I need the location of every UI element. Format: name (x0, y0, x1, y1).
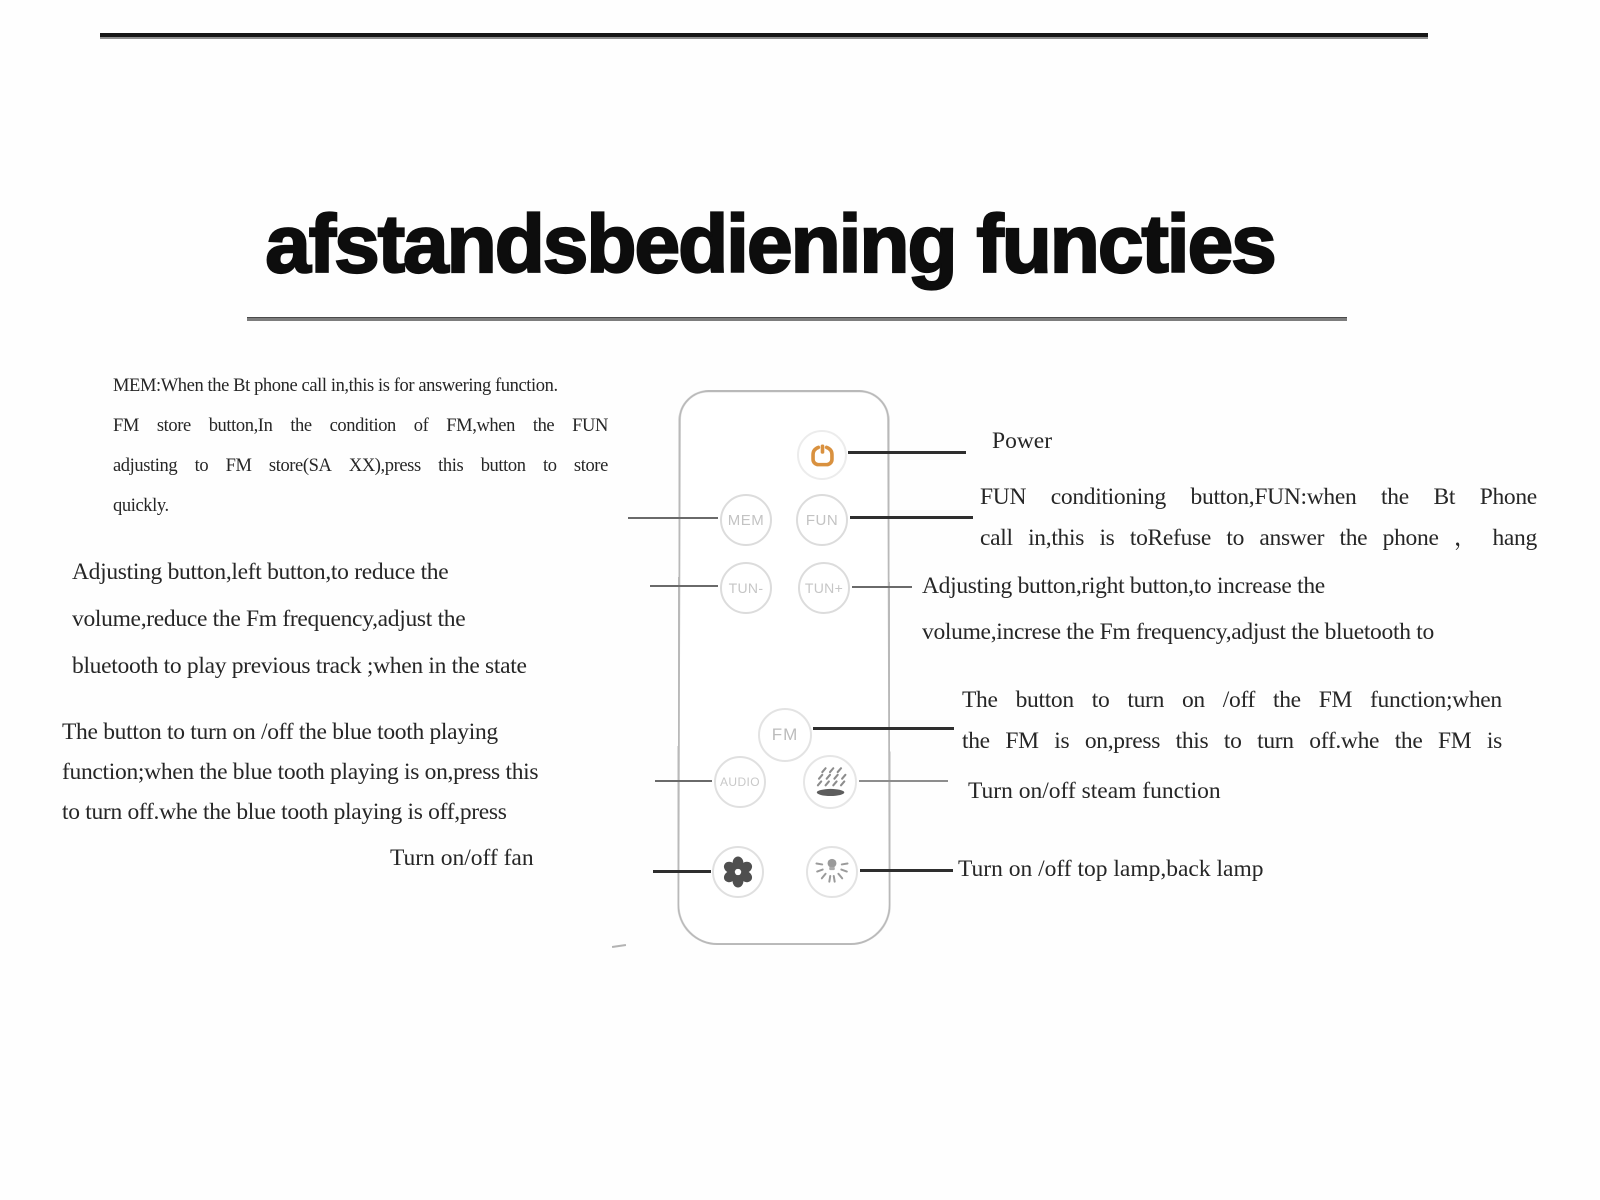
mem-button (720, 494, 772, 546)
page-title: afstandsbediening functies (265, 199, 1275, 290)
tun-minus-button-label: TUN- (728, 580, 764, 596)
lamp-icon (811, 851, 853, 893)
text-line: volume,increse the Fm frequency,adjust the bluetooth to (922, 619, 1434, 645)
connector-line-steam (859, 780, 948, 782)
lamp-label: Turn on /off top lamp,back lamp (958, 856, 1264, 882)
steam-icon (808, 763, 852, 801)
text-line: The button to turn on /off the FM function;when (962, 687, 1502, 713)
fan-label: Turn on/off fan (390, 845, 534, 871)
text-line: The button to turn on /off the blue tooth playing (62, 719, 498, 745)
connector-line-mem (628, 517, 718, 519)
text-line: FUN conditioning button,FUN:when the Bt Phone (980, 484, 1537, 510)
mem-button-label: MEM (727, 511, 765, 529)
text-line: function;when the blue tooth playing is on,press this (62, 759, 539, 785)
text-line: to turn off.whe the blue tooth playing is off,press (62, 799, 507, 825)
connector-line-power (848, 451, 966, 454)
tun-plus-description-block (922, 563, 1532, 655)
mem-description-block (113, 366, 608, 526)
text-line: Adjusting button,left button,to reduce the (72, 559, 449, 585)
audio-button-label: AUDIO (719, 775, 760, 789)
connector-line-audio (655, 780, 712, 782)
text-line: Adjusting button,right button,to increase the (922, 573, 1325, 599)
audio-description-block (62, 712, 632, 832)
text-line: FM store button,In the condition of FM,when the FUN (113, 416, 608, 436)
connector-line-tun-plus (852, 586, 912, 588)
connector-line-fun (850, 516, 973, 519)
fm-description-block (962, 680, 1502, 762)
power-button (797, 430, 847, 480)
steam-label: Turn on/off steam function (968, 778, 1221, 804)
title-underline (247, 317, 1347, 321)
fm-button (758, 708, 812, 762)
text-line: volume,reduce the Fm frequency,adjust the (72, 606, 466, 632)
fun-button-label: FUN (805, 511, 839, 529)
text-line: bluetooth to play previous track ;when in the state (72, 653, 527, 679)
top-rule (100, 33, 1428, 39)
connector-line-tun-minus (650, 585, 718, 587)
remote-control-outline (677, 390, 891, 945)
fun-description-block (980, 477, 1537, 559)
fan-icon (719, 853, 757, 891)
lamp-button (806, 846, 858, 898)
scan-stray-mark (612, 944, 626, 948)
fan-button (712, 846, 764, 898)
fun-button (796, 494, 848, 546)
fm-button-label: FM (771, 725, 799, 744)
steam-button (803, 755, 857, 809)
connector-line-lamp (860, 869, 953, 872)
text-line: MEM:When the Bt phone call in,this is for answering function. (113, 376, 558, 396)
text-line: adjusting to FM store(SA XX),press this button to store (113, 456, 608, 476)
audio-button (714, 756, 766, 808)
connector-line-fan (653, 870, 711, 873)
text-line: the FM is on,press this to turn off.whe the FM is (962, 728, 1502, 754)
text-line: call in,this is toRefuse to answer the phone ， hang (980, 525, 1537, 551)
tun-plus-button (798, 562, 850, 614)
tun-minus-button (720, 562, 772, 614)
text-line: quickly. (113, 496, 169, 516)
power-label: Power (992, 428, 1053, 454)
connector-line-fm (813, 727, 954, 730)
tun-minus-description-block (72, 549, 617, 690)
tun-plus-button-label: TUN+ (804, 580, 844, 596)
power-icon (809, 442, 836, 469)
